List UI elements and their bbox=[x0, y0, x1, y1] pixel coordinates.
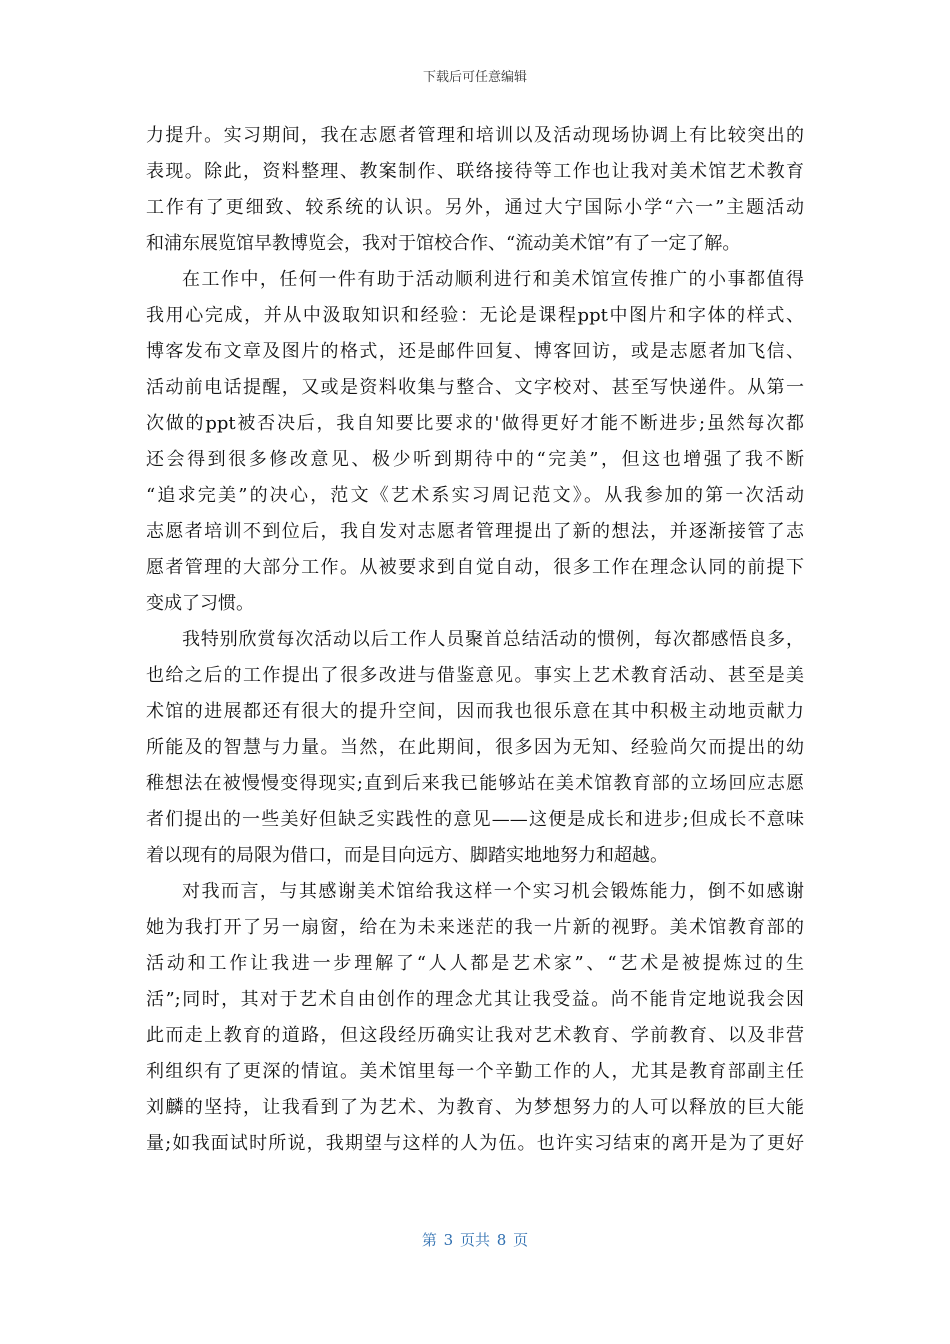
document-body bbox=[146, 118, 804, 1162]
paragraph-first-line: 在工作中，任何一件有助于活动顺利进行和美术馆宣传推广的小事都值得 bbox=[182, 269, 804, 290]
body-line: 术馆的进展都还有很大的提升空间，因而我也很乐意在其中积极主动地贡献力 bbox=[146, 701, 804, 722]
body-line: 也给之后的工作提出了很多改进与借鉴意见。事实上艺术教育活动、甚至是美 bbox=[146, 665, 804, 686]
page-header: 下载后可任意编辑 bbox=[422, 70, 527, 85]
body-line: 利组织有了更深的情谊。美术馆里每一个辛勤工作的人，尤其是教育部副主任 bbox=[146, 1061, 804, 1082]
footer-suffix: 页 bbox=[513, 1231, 529, 1249]
body-line: 着以现有的局限为借口，而是目向远方、脚踏实地地努力和超越。 bbox=[146, 845, 668, 866]
body-line: 活动和工作让我进一步理解了“人人都是艺术家”、“艺术是被提炼过的生 bbox=[146, 953, 804, 974]
paragraph-first-line: 我特别欣赏每次活动以后工作人员聚首总结活动的惯例，每次都感悟良多， bbox=[182, 629, 804, 650]
body-line: 此而走上教育的道路，但这段经历确实让我对艺术教育、学前教育、以及非营 bbox=[146, 1025, 804, 1046]
paragraph-first-line: 对我而言，与其感谢美术馆给我这样一个实习机会锻炼能力，倒不如感谢 bbox=[182, 881, 804, 902]
body-line: 次做的ppt被否决后，我自知要比要求的'做得更好才能不断进步;虽然每次都 bbox=[146, 413, 804, 434]
body-line: 愿者管理的大部分工作。从被要求到自觉自动，很多工作在理念认同的前提下 bbox=[146, 557, 804, 578]
footer-prefix: 第 bbox=[421, 1231, 437, 1249]
current-page-number: 3 bbox=[443, 1231, 454, 1249]
body-line: 量;如我面试时所说，我期望与这样的人为伍。也许实习结束的离开是为了更好 bbox=[146, 1133, 804, 1154]
body-line: 工作有了更细致、较系统的认识。另外，通过大宁国际小学“六一”主题活动 bbox=[146, 197, 804, 218]
body-line: 力提升。实习期间，我在志愿者管理和培训以及活动现场协调上有比较突出的 bbox=[146, 125, 804, 146]
body-line: 活动前电话提醒，又或是资料收集与整合、文字校对、甚至写快递件。从第一 bbox=[146, 377, 804, 398]
body-line: 博客发布文章及图片的格式，还是邮件回复、博客回访，或是志愿者加飞信、 bbox=[146, 341, 804, 362]
body-line: 所能及的智慧与力量。当然，在此期间，很多因为无知、经验尚欠而提出的幼 bbox=[146, 737, 804, 758]
total-page-count: 8 bbox=[496, 1231, 507, 1249]
body-line: 稚想法在被慢慢变得现实;直到后来我已能够站在美术馆教育部的立场回应志愿 bbox=[146, 773, 804, 794]
body-line: 活”;同时，其对于艺术自由创作的理念尤其让我受益。尚不能肯定地说我会因 bbox=[146, 989, 804, 1010]
body-line: 还会得到很多修改意见、极少听到期待中的“完美”，但这也增强了我不断 bbox=[146, 449, 804, 470]
body-line: 志愿者培训不到位后，我自发对志愿者管理提出了新的想法，并逐渐接管了志 bbox=[146, 521, 804, 542]
body-line: 她为我打开了另一扇窗，给在为未来迷茫的我一片新的视野。美术馆教育部的 bbox=[146, 917, 804, 938]
body-line: 刘麟的坚持，让我看到了为艺术、为教育、为梦想努力的人可以释放的巨大能 bbox=[146, 1097, 804, 1118]
body-line: 我用心完成，并从中汲取知识和经验：无论是课程ppt中图片和字体的样式、 bbox=[146, 305, 804, 326]
footer-middle: 页共 bbox=[459, 1231, 490, 1249]
body-line: 者们提出的一些美好但缺乏实践性的意见——这便是成长和进步;但成长不意味 bbox=[146, 809, 804, 830]
body-line: 表现。除此，资料整理、教案制作、联络接待等工作也让我对美术馆艺术教育 bbox=[146, 161, 804, 182]
page-footer bbox=[0, 1229, 950, 1250]
body-line: 变成了习惯。 bbox=[146, 593, 254, 614]
body-line: “追求完美”的决心，范文《艺术系实习周记范文》。从我参加的第一次活动 bbox=[146, 485, 804, 506]
body-line: 和浦东展览馆早教博览会，我对于馆校合作、“流动美术馆”有了一定了解。 bbox=[146, 233, 741, 254]
